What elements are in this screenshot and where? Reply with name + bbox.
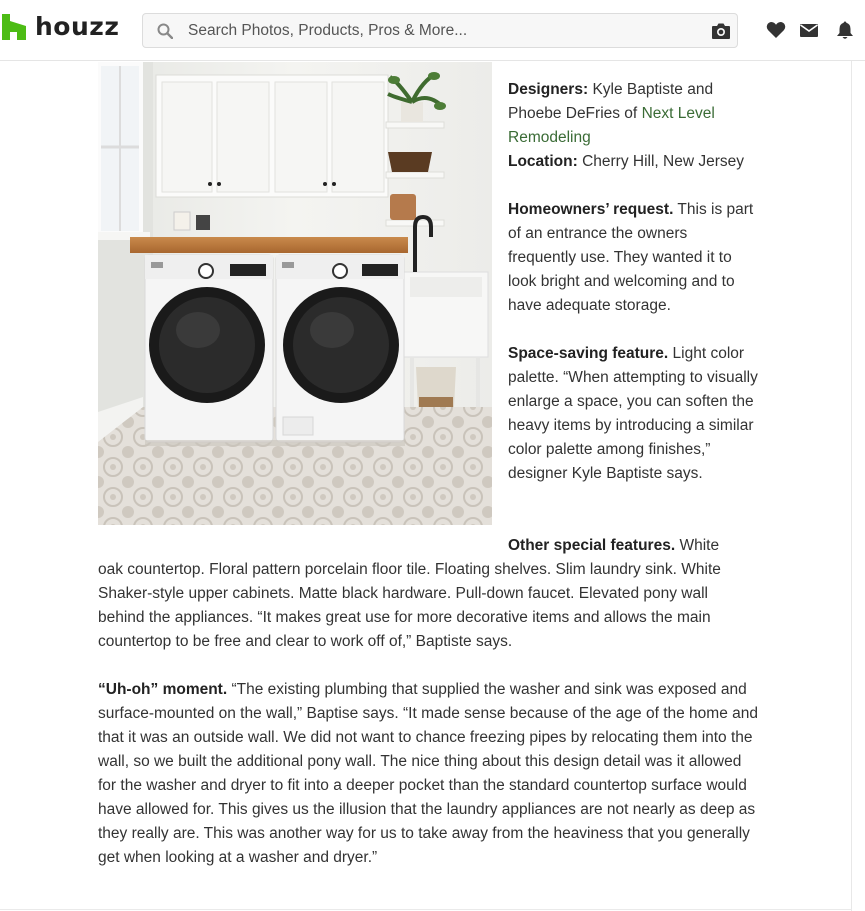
location-label: Location: [508, 153, 578, 170]
camera-icon[interactable] [711, 22, 731, 40]
houzz-logo-icon [2, 14, 26, 40]
designers-block [508, 78, 758, 174]
logo-wordmark: houzz [35, 12, 120, 41]
space-text: Light color palette. “When attempting to visually enlarge a space, you can soften the heavy items by introducing a similar color palette among finishes,” designer Kyle Baptiste says. [508, 345, 758, 482]
houzz-logo[interactable] [2, 13, 119, 41]
search-bar[interactable] [142, 13, 738, 48]
request-label: Homeowners’ request. [508, 201, 674, 218]
uh-oh-paragraph [98, 678, 758, 870]
search-icon [157, 23, 173, 39]
other-label: Other special features. [508, 537, 676, 554]
search-input[interactable] [188, 14, 688, 47]
top-header [0, 0, 865, 61]
location-line [508, 150, 758, 174]
designers-text: Kyle Baptiste and Phoebe DeFries of [508, 81, 714, 122]
request-text: This is part of an entrance the owners frequently use. They wanted it to look bright and welcoming and to have adequate storage. [508, 201, 754, 314]
bottom-divider [0, 909, 852, 910]
other-features-heading-line [508, 534, 768, 558]
designers-label: Designers: [508, 81, 589, 98]
laundry-room-photo[interactable] [98, 62, 492, 525]
homeowners-request-paragraph [508, 198, 758, 318]
heart-icon[interactable] [766, 20, 786, 40]
designers-link[interactable]: Next Level Remodeling [508, 105, 715, 146]
bell-icon[interactable] [835, 20, 855, 40]
location-text: Cherry Hill, New Jersey [582, 153, 744, 170]
uhoh-text: “The existing plumbing that supplied the washer and sink was exposed and surface-mounted on the wall,” Baptise says. “It made sense because of the age of the home and that it was an outside wall. We did not want to chance freezing pipes by relocating them into the wall, so we built the additional pony wall. The nice thing about this design detail was it allowed for the washer and dryer to fit into a deeper pocket than the standard countertop surface would have allowed for. This gives us the illusion that the laundry appliances are not nearly as deep as they really are. This was another way for us to take away from the heaviness that you generally get when looking at a washer and dryer.” [98, 681, 758, 866]
mail-icon[interactable] [799, 20, 819, 40]
laundry-room-image [98, 62, 492, 525]
space-label: Space-saving feature. [508, 345, 669, 362]
other-first: White [679, 537, 720, 554]
content-border [851, 61, 852, 911]
other-text: oak countertop. Floral pattern porcelain floor tile. Floating shelves. Slim laundry sink. White Shaker-style upper cabinets. Matte black hardware. Pull-down faucet. Elevated pony wall behind the appliances. “It makes great use for more decorative items and allows the main countertop to be free and clear to work off of,” Baptiste says. [98, 561, 721, 650]
designers-line [508, 78, 758, 150]
uhoh-label: “Uh-oh” moment. [98, 681, 228, 698]
other-features-paragraph [98, 558, 748, 654]
space-saving-paragraph [508, 342, 760, 486]
